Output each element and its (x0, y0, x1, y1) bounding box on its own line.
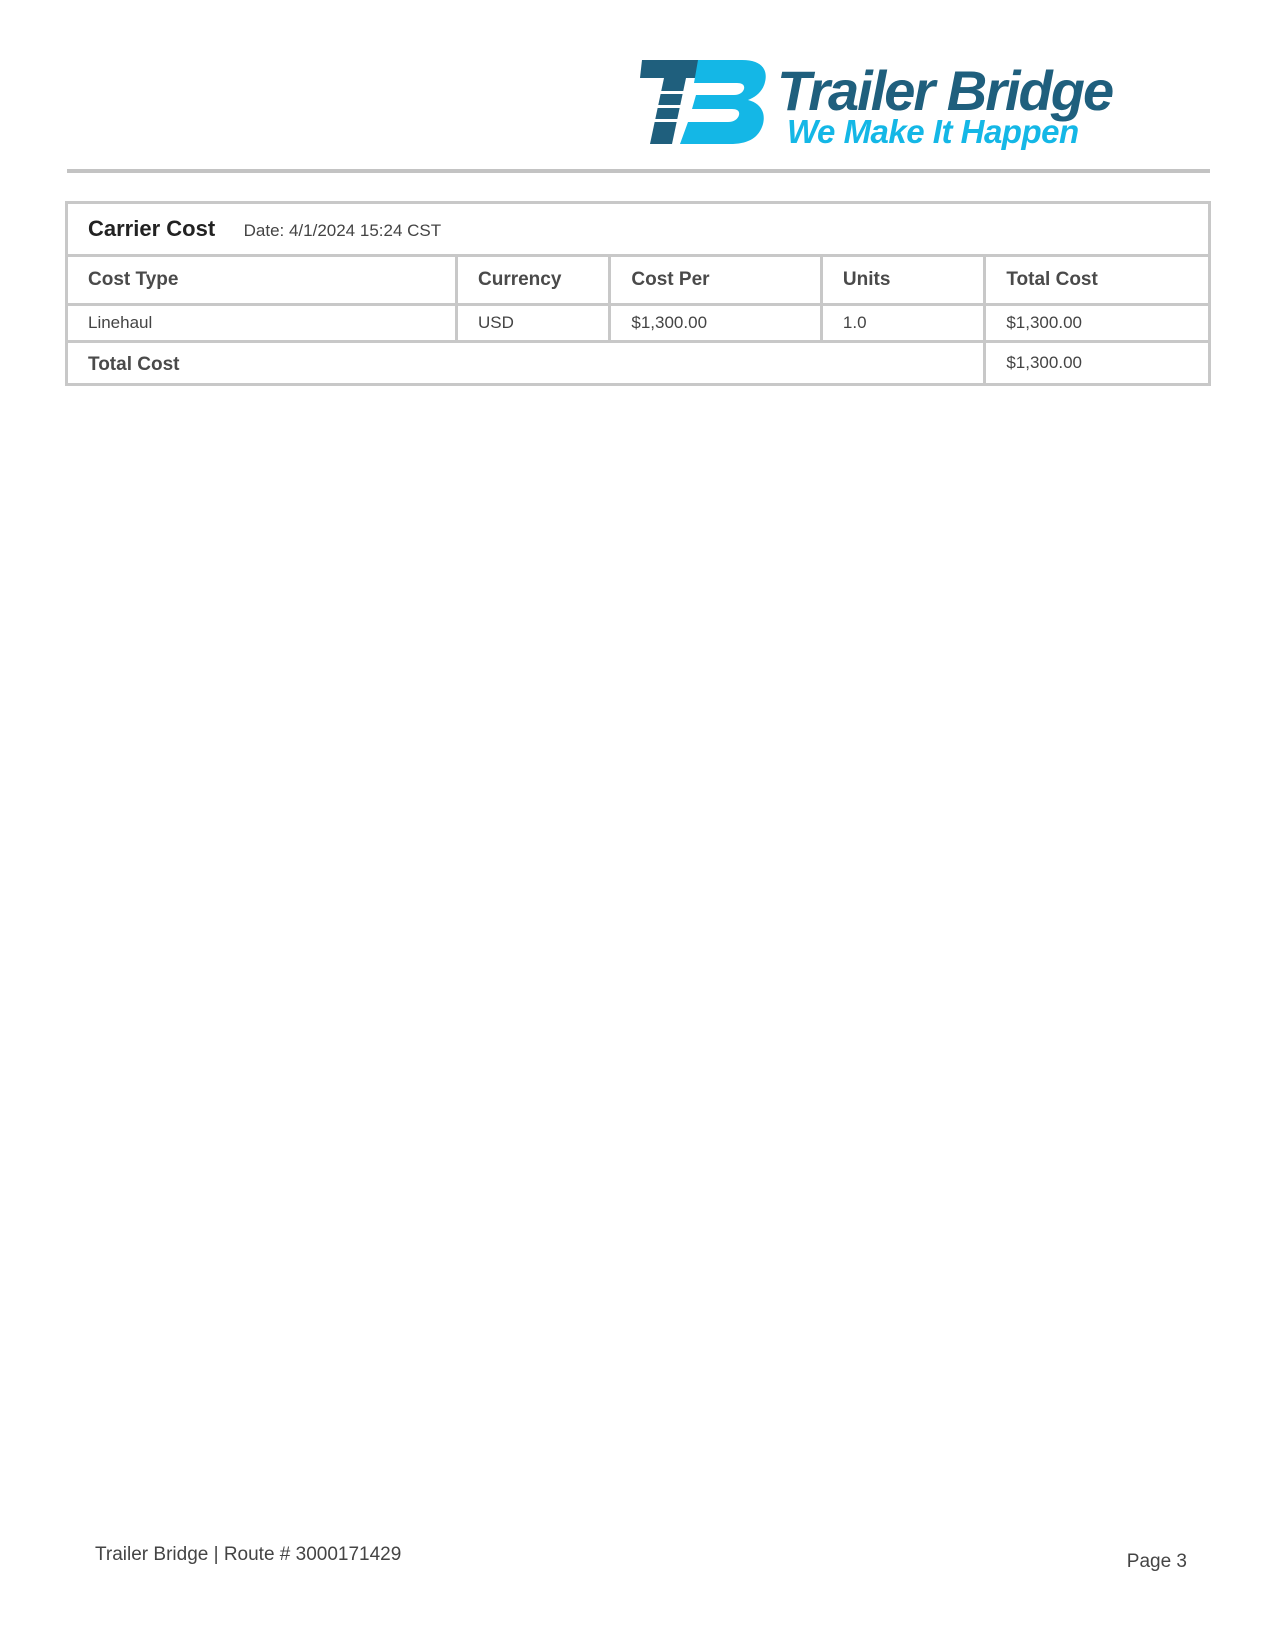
header-divider (67, 169, 1210, 173)
card-header (67, 203, 1210, 256)
carrier-cost-table (65, 201, 1211, 386)
column-header-units: Units (821, 256, 984, 305)
column-header-cost-per: Cost Per (610, 256, 822, 305)
logo-tagline: We Make It Happen (787, 113, 1079, 150)
total-value: $1,300.00 (985, 342, 1210, 385)
card-title-row (67, 203, 1210, 256)
column-header-cost-type: Cost Type (67, 256, 457, 305)
total-label: Total Cost (67, 342, 985, 385)
footer-route: Trailer Bridge | Route # 3000171429 (95, 1544, 402, 1565)
trailer-bridge-logo (640, 58, 1200, 153)
cell-units: 1.0 (821, 305, 984, 342)
tb-monogram-icon (640, 58, 770, 148)
cell-cost-per: $1,300.00 (610, 305, 822, 342)
logo-wordmark: Trailer Bridge (777, 59, 1113, 122)
card-title: Carrier Cost (88, 216, 216, 241)
column-header-currency: Currency (457, 256, 610, 305)
page-number: Page 3 (1126, 1551, 1187, 1572)
cell-currency: USD (457, 305, 610, 342)
table-row (67, 305, 1210, 342)
table-header-row (67, 256, 1210, 305)
column-header-total-cost: Total Cost (985, 256, 1210, 305)
total-row (67, 342, 1210, 385)
cell-total-cost: $1,300.00 (985, 305, 1210, 342)
card-date: Date: 4/1/2024 15:24 CST (243, 221, 442, 240)
cell-cost-type: Linehaul (67, 305, 457, 342)
